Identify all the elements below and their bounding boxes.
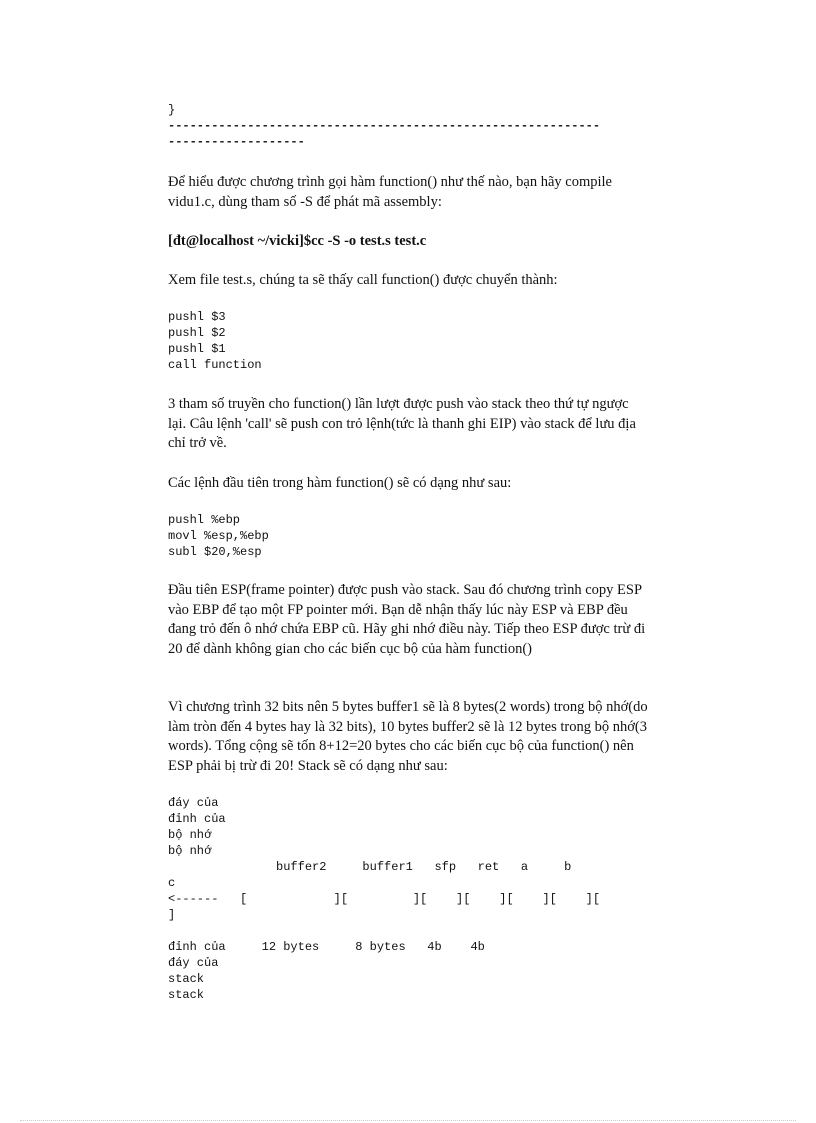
stack-diagram-line: bộ nhớ [168,828,212,842]
paragraph: Đầu tiên ESP(frame pointer) được push vào stack. Sau đó chương trình copy ESP vào EBP để tạo một FP pointer mới. Bạn dễ nhận thấy lúc này ESP và EBP đều đang trỏ đến ô nhớ chứa EBP cũ. Hãy ghi nhớ điều này. Tiếp theo ESP được trừ đi 20 để dành không gian cho các biến cục bộ của hàm function() [168,582,646,657]
closing-brace: } [168,103,176,117]
stack-diagram-line: bộ nhớ [168,844,212,858]
stack-diagram-line: đỉnh của 12 bytes 8 bytes 4b 4b [168,940,485,954]
stack-diagram-line: buffer2 buffer1 sfp ret a b [168,860,572,874]
stack-diagram-line: c [168,876,176,890]
stack-diagram-line: stack [168,972,205,986]
asm-line: movl %esp,%ebp [168,529,269,543]
asm-line: pushl $2 [168,326,226,340]
page-footer-divider [20,1120,796,1121]
asm-line: pushl $1 [168,342,226,356]
stack-diagram-line: đáy của [168,956,219,970]
stack-diagram-line: ] [168,908,176,922]
stack-diagram-line: stack [168,988,205,1002]
asm-line: subl $20,%esp [168,545,262,559]
asm-line: pushl %ebp [168,513,241,527]
shell-command: [đt@localhost ~/vicki]$cc -S -o test.s test.c [168,233,427,249]
stack-diagram-line: đáy của [168,796,219,810]
stack-diagram-line: <------ [ ][ ][ ][ ][ ][ ][ [168,892,601,906]
asm-line: pushl $3 [168,310,226,324]
paragraph: Xem file test.s, chúng ta sẽ thấy call function() được chuyển thành: [168,272,558,288]
asm-line: call function [168,358,262,372]
paragraph: 3 tham số truyền cho function() lần lượt được push vào stack theo thứ tự ngược lại. Câu lệnh 'call' sẽ push con trỏ lệnh(tức là thanh ghi EIP) vào stack để lưu địa chỉ trở về. [168,396,636,451]
separator-line: ------------------------------------------------------------ [168,119,601,133]
stack-diagram-line: đỉnh của [168,812,226,826]
paragraph: Vì chương trình 32 bits nên 5 bytes buffer1 sẽ là 8 bytes(2 words) trong bộ nhớ(do làm tròn đến 4 bytes hay là 32 bits), 10 bytes buffer2 sẽ là 12 bytes trong bộ nhớ(3 words). Tổng cộng sẽ tốn 8+12=20 bytes cho các biến cục bộ của function() nên ESP phải bị trừ đi 20! Stack sẽ có dạng như sau: [168,699,648,774]
paragraph: Các lệnh đầu tiên trong hàm function() sẽ có dạng như sau: [168,475,512,491]
paragraph: Để hiểu được chương trình gọi hàm function() như thế nào, bạn hãy compile vidu1.c, dùng tham số -S để phát mã assembly: [168,174,612,210]
separator-line: ------------------- [168,135,305,149]
